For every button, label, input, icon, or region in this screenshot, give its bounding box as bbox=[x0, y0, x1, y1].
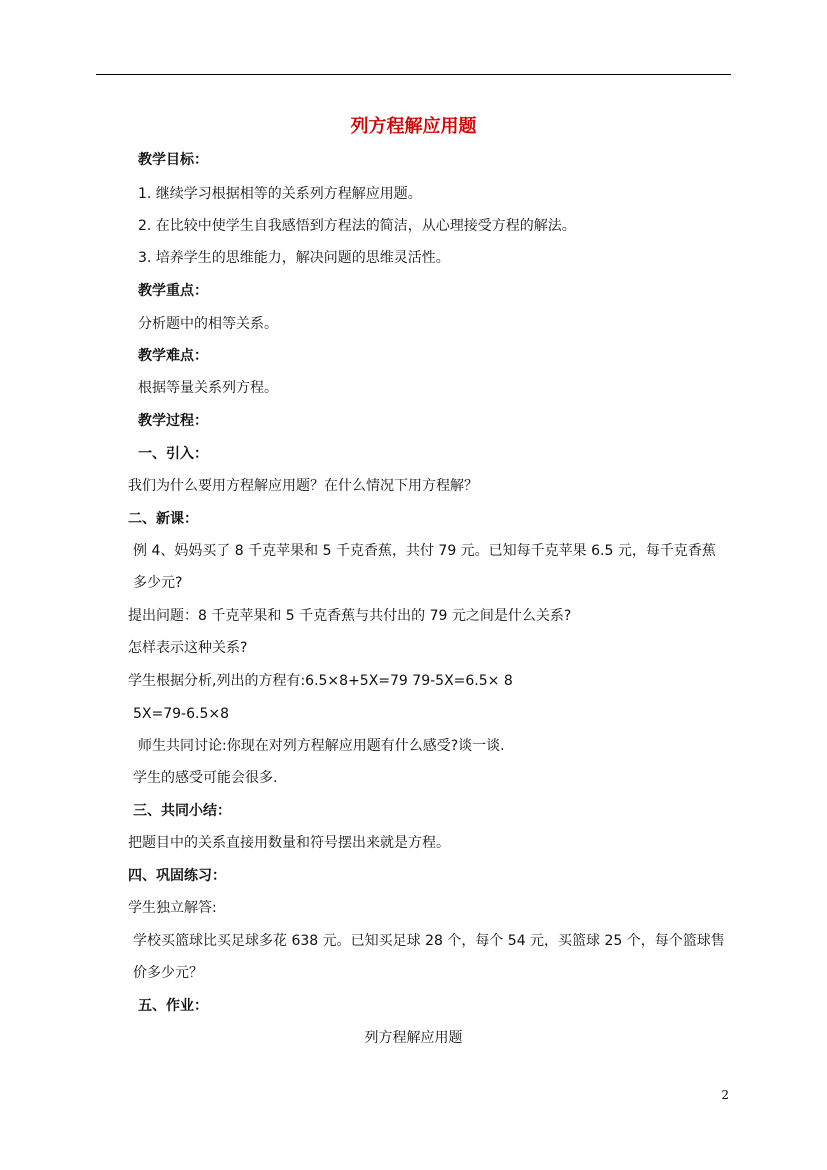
practice-intro: 学生独立解答: bbox=[128, 900, 217, 916]
example-line-2: 多少元? bbox=[133, 575, 183, 591]
heading-new-lesson: 二、新课： bbox=[128, 511, 198, 527]
heading-intro: 一、引入： bbox=[138, 446, 208, 462]
key-point-text: 分析题中的相等关系。 bbox=[138, 316, 278, 332]
example-line-1: 例 4、妈妈买了 8 千克苹果和 5 千克香蕉，共付 79 元。已知每千克苹果 6.5 元，每千克香蕉 bbox=[133, 543, 716, 559]
objective-3: 3. 培养学生的思维能力，解决问题的思维灵活性。 bbox=[138, 250, 450, 266]
question-text: 提出问题：8 千克苹果和 5 千克香蕉与共付出的 79 元之间是什么关系? bbox=[128, 608, 572, 624]
heading-summary: 三、共同小结： bbox=[133, 803, 231, 819]
footer-title: 列方程解应用题 bbox=[364, 1030, 463, 1046]
heading-key-point: 教学重点： bbox=[138, 283, 208, 299]
summary-text: 把题目中的关系直接用数量和符号摆出来就是方程。 bbox=[128, 835, 450, 851]
heading-objectives: 教学目标： bbox=[138, 152, 208, 168]
practice-line-1: 学校买篮球比买足球多花 638 元。已知买足球 28 个，每个 54 元，买篮球 25 个，每个篮球售 bbox=[133, 933, 725, 949]
discussion-text: 师生共同讨论:你现在对列方程解应用题有什么感受?谈一谈. bbox=[138, 738, 505, 754]
feeling-text: 学生的感受可能会很多. bbox=[133, 770, 278, 786]
page-title: 列方程解应用题 bbox=[350, 116, 477, 137]
equation-extra: 5X=79-6.5×8 bbox=[133, 706, 229, 722]
difficulty-text: 根据等量关系列方程。 bbox=[138, 380, 278, 396]
intro-text: 我们为什么要用方程解应用题？在什么情况下用方程解？ bbox=[128, 478, 478, 494]
heading-homework: 五、作业： bbox=[138, 998, 208, 1014]
objective-1: 1. 继续学习根据相等的关系列方程解应用题。 bbox=[138, 186, 422, 202]
equations-text: 学生根据分析,列出的方程有:6.5×8+5X=79 79-5X=6.5× 8 bbox=[128, 673, 513, 689]
heading-difficulty: 教学难点： bbox=[138, 348, 208, 364]
objective-2: 2. 在比较中使学生自我感悟到方程法的简洁，从心理接受方程的解法。 bbox=[138, 218, 576, 234]
page-number: 2 bbox=[721, 1088, 729, 1102]
header-rule bbox=[96, 74, 731, 75]
question-how: 怎样表示这种关系? bbox=[128, 640, 248, 656]
heading-process: 教学过程： bbox=[138, 413, 208, 429]
practice-line-2: 价多少元？ bbox=[133, 965, 203, 981]
heading-practice: 四、巩固练习： bbox=[128, 868, 226, 884]
